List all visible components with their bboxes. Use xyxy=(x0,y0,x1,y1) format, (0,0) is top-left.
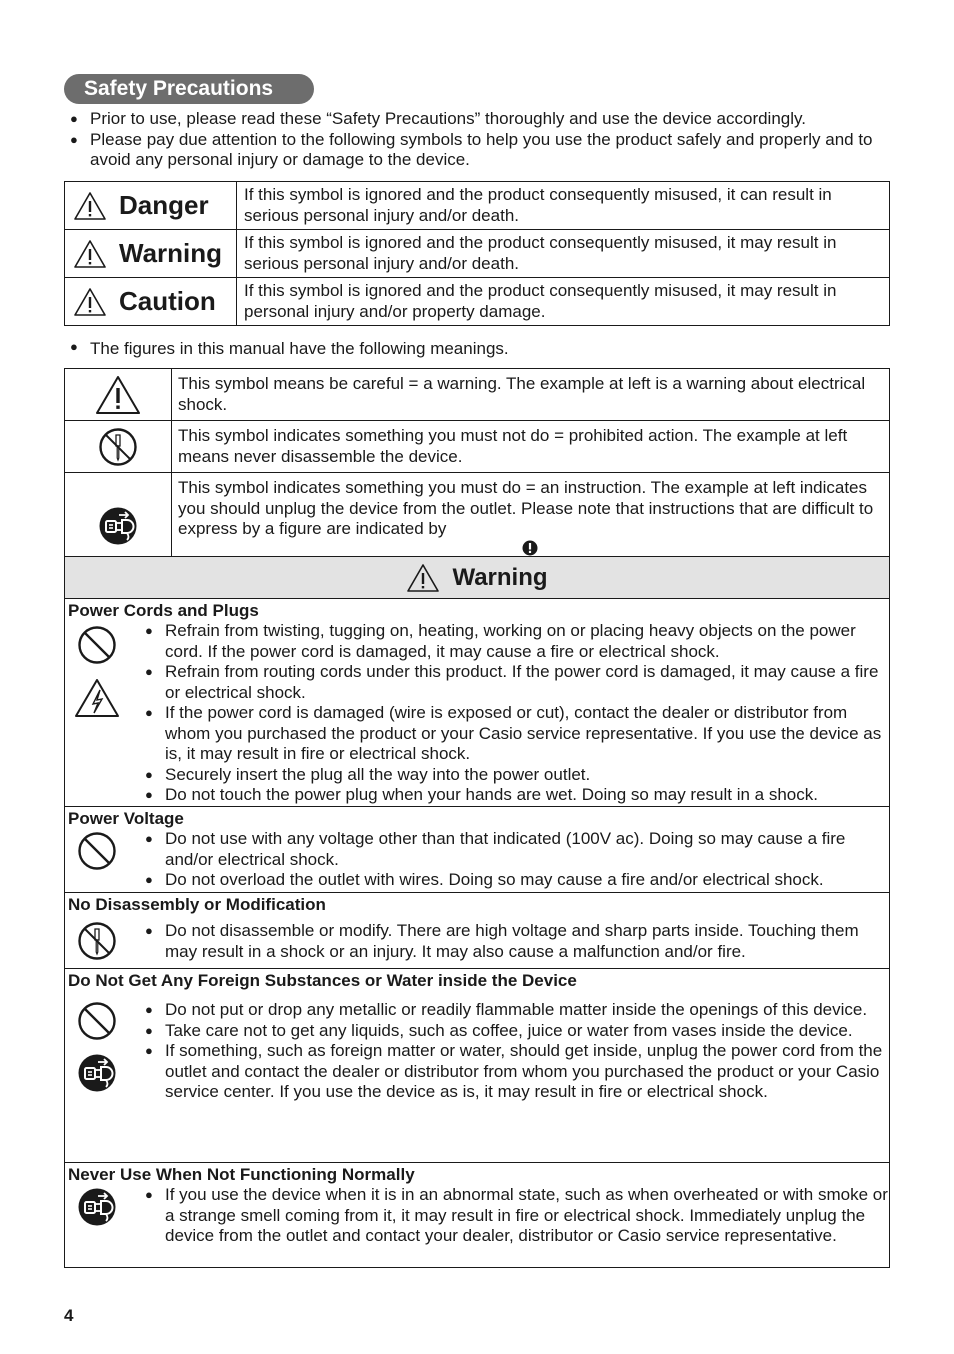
warning-section-title: No Disassembly or Modification xyxy=(68,895,326,914)
hazard-level-name: Caution xyxy=(119,286,216,316)
warning-section-power-cords xyxy=(65,599,889,807)
list-item xyxy=(145,662,889,703)
item-text: If you use the device when it is in an abnormal state, such as when overheated or with smoke or a strange smell coming from it, it may result in fire or electrical shock. Immediately unplug the device from the outlet and contact your dealer, distributor or Casio service representative. xyxy=(165,1185,888,1245)
figure-row xyxy=(65,369,890,421)
warning-section-title: Power Cords and Plugs xyxy=(68,601,259,620)
hazard-level-desc: If this symbol is ignored and the product consequently misused, it can result in serious personal injury and/or death. xyxy=(237,182,890,230)
exclamation-circle-icon xyxy=(522,540,538,556)
figures-intro-text: The figures in this manual have the following meanings. xyxy=(90,339,509,358)
warning-section-abnormal-state xyxy=(65,1163,889,1267)
no-disassembly-icon xyxy=(98,427,138,467)
bullet-dot: ● xyxy=(145,787,153,802)
bullet-dot: ● xyxy=(145,1043,153,1058)
list-item xyxy=(145,921,889,962)
list-item xyxy=(145,1000,889,1021)
item-text: If the power cord is damaged (wire is exposed or cut), contact the dealer or distributor from whom you purchased the product or your Casio service representative. If you use the device as is, it may result in fire or electrical shock. xyxy=(165,703,882,763)
bullet-dot: ● xyxy=(145,1002,153,1017)
hazard-row-warning xyxy=(65,230,890,278)
section-title: Safety Precautions xyxy=(64,74,314,104)
item-text: Do not disassemble or modify. There are high voltage and sharp parts inside. Touching them may result in a shock or an injury. It may also cause a malfunction and/or fire. xyxy=(165,921,859,961)
bullet-dot: ● xyxy=(70,111,78,126)
intro-item xyxy=(70,109,900,130)
bullet-dot: ● xyxy=(70,339,78,354)
figure-desc-text: This symbol indicates something you must do = an instruction. The example at left indicates you should unplug the device from the outlet. Please note that instructions that are difficult to express by a figure are indicated by xyxy=(178,478,874,538)
list-item xyxy=(145,870,889,891)
unplug-icon xyxy=(77,1187,117,1227)
unplug-icon xyxy=(77,1053,117,1093)
warning-section-title: Do Not Get Any Foreign Substances or Water inside the Device xyxy=(68,971,577,990)
item-text: Do not use with any voltage other than that indicated (100V ac). Doing so may cause a fire and/or electrical shock. xyxy=(165,829,846,869)
warning-section-power-voltage xyxy=(65,807,889,893)
bullet-dot: ● xyxy=(145,1022,153,1038)
hazard-row-danger xyxy=(65,182,890,230)
unplug-icon xyxy=(98,506,138,546)
warning-item-list xyxy=(65,829,889,892)
prohibited-icon xyxy=(77,625,117,665)
warning-title: Warning xyxy=(452,563,548,591)
bullet-dot: ● xyxy=(145,1187,153,1202)
figure-desc: This symbol means be careful = a warning. The example at left is a warning about electrical shock. xyxy=(172,369,890,421)
bullet-dot: ● xyxy=(145,872,153,887)
warning-box xyxy=(64,556,890,1268)
warning-header xyxy=(65,557,889,599)
item-text: Do not touch the power plug when your hands are wet. Doing so may result in a shock. xyxy=(165,785,818,804)
warning-item-list xyxy=(65,1185,889,1248)
warning-section-title: Never Use When Not Functioning Normally xyxy=(68,1165,415,1184)
bullet-dot: ● xyxy=(145,623,153,638)
bullet-dot: ● xyxy=(145,664,153,679)
warning-triangle-icon xyxy=(406,563,440,593)
warning-section-title: Power Voltage xyxy=(68,809,184,828)
warning-item-list xyxy=(65,621,889,807)
bullet-dot: ● xyxy=(145,766,153,782)
figure-row xyxy=(65,421,890,473)
hazard-level-name: Warning xyxy=(119,238,223,268)
warning-section-foreign-substances xyxy=(65,969,889,1163)
warning-triangle-icon xyxy=(73,239,107,269)
bullet-dot: ● xyxy=(70,131,78,147)
hazard-level-desc: If this symbol is ignored and the product consequently misused, it may result in personal injury and/or property damage. xyxy=(237,278,890,326)
warning-item-list xyxy=(65,915,889,963)
list-item xyxy=(145,1185,889,1247)
item-text: Do not overload the outlet with wires. Doing so may cause a fire and/or electrical shock. xyxy=(165,870,824,889)
warning-item-list xyxy=(65,991,889,1104)
list-item xyxy=(145,1021,889,1042)
item-text: If something, such as foreign matter or water, should get inside, unplug the power cord from the outlet and contact the dealer or distributor from whom you purchased the product or your Casio service center. If you use the device as is, it may result in fire or electrical shock. xyxy=(165,1041,883,1101)
electric-shock-warning-icon xyxy=(74,677,120,719)
figure-meaning-table xyxy=(64,368,890,580)
hazard-level-desc: If this symbol is ignored and the product consequently misused, it may result in serious personal injury and/or death. xyxy=(237,230,890,278)
list-item xyxy=(145,785,889,806)
bullet-dot: ● xyxy=(145,923,153,938)
figures-intro xyxy=(70,339,509,359)
warning-triangle-icon xyxy=(73,191,107,221)
prohibited-icon xyxy=(77,831,117,871)
hazard-level-name: Danger xyxy=(119,190,209,220)
list-item xyxy=(145,829,889,870)
item-text: Securely insert the plug all the way into the power outlet. xyxy=(165,764,591,784)
bullet-dot: ● xyxy=(145,831,153,846)
list-item xyxy=(145,1041,889,1103)
item-text: Take care not to get any liquids, such as coffee, juice or water from vases inside the device. xyxy=(165,1020,853,1040)
hazard-level-table xyxy=(64,181,890,326)
list-item xyxy=(145,621,889,662)
intro-item xyxy=(70,130,900,171)
page-number: 4 xyxy=(64,1306,74,1325)
item-text: Refrain from routing cords under this product. If the power cord is damaged, it may cause a fire or electrical shock. xyxy=(165,662,879,702)
hazard-row-caution xyxy=(65,278,890,326)
list-item xyxy=(145,765,889,786)
electric-shock-warning-icon xyxy=(95,374,141,416)
intro-text: Prior to use, please read these “Safety Precautions” thoroughly and use the device accordingly. xyxy=(90,109,806,128)
intro-list xyxy=(70,109,900,171)
list-item xyxy=(145,703,889,765)
intro-text: Please pay due attention to the following symbols to help you use the product safely and properly and to avoid any personal injury or damage to the device. xyxy=(90,129,873,169)
prohibited-icon xyxy=(77,1001,117,1041)
item-text: Do not put or drop any metallic or readily flammable matter inside the openings of this device. xyxy=(165,1000,868,1019)
figure-desc: This symbol indicates something you must not do = prohibited action. The example at left means never disassemble the device. xyxy=(172,421,890,473)
bullet-dot: ● xyxy=(145,705,153,720)
no-disassembly-icon xyxy=(77,921,117,961)
item-text: Refrain from twisting, tugging on, heating, working on or placing heavy objects on the power cord. If the power cord is damaged, it may cause a fire or electrical shock. xyxy=(165,621,856,661)
warning-section-no-disassembly xyxy=(65,893,889,969)
warning-triangle-icon xyxy=(73,287,107,317)
